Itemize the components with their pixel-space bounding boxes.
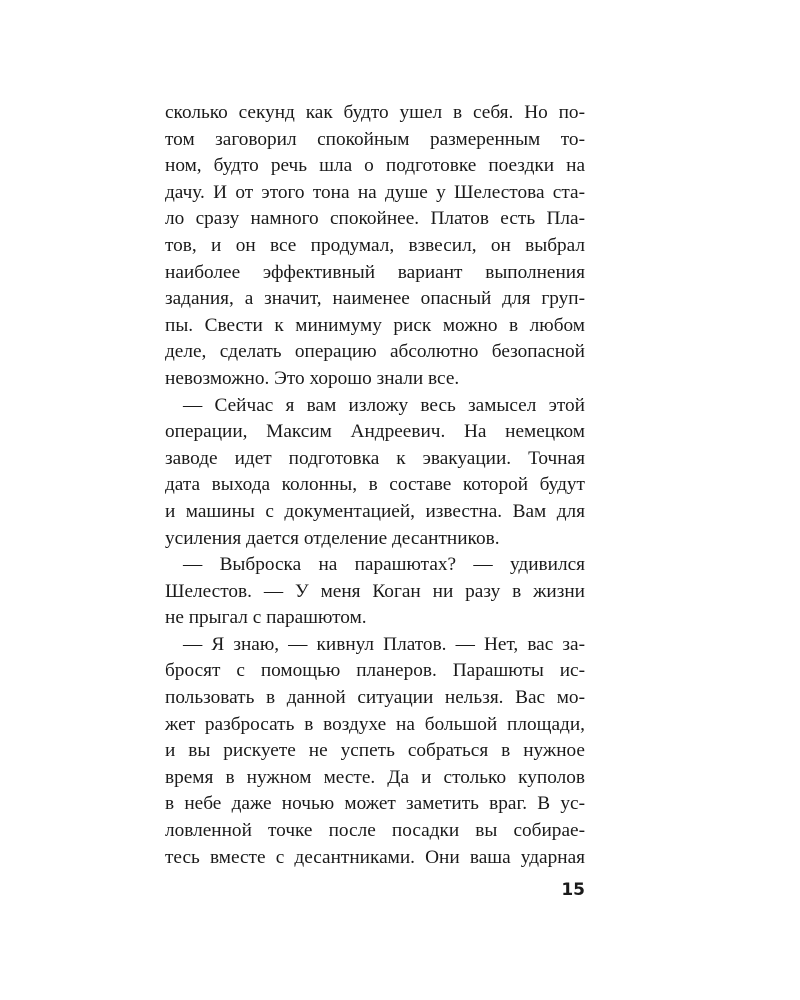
text-line: Шелестов. — У меня Коган ни разу в жизни bbox=[165, 580, 585, 602]
text-line: невозможно. Это хорошо знали все. bbox=[165, 367, 460, 389]
text-line: в небе даже ночью может заметить враг. В ус- bbox=[165, 793, 585, 815]
text-line: дачу. И от этого тона на душе у Шелестова ста- bbox=[165, 181, 585, 203]
text-line: сколько секунд как будто ушел в себя. Но по- bbox=[165, 102, 585, 123]
text-line: бросят с помощью планеров. Парашюты ис- bbox=[165, 660, 585, 682]
text-line: ло сразу намного спокойнее. Платов есть Пла- bbox=[165, 208, 585, 230]
text-line: ном, будто речь шла о подготовке поездки на bbox=[165, 155, 585, 177]
text-line: том заговорил спокойным размеренным то- bbox=[165, 128, 585, 150]
text-line: жет разбросать в воздухе на большой площади, bbox=[165, 713, 585, 735]
text-line: заводе идет подготовка к эвакуации. Точная bbox=[165, 447, 585, 469]
text-line: тов, и он все продумал, взвесил, он выбрал bbox=[165, 234, 585, 256]
text-line: наиболее эффективный вариант выполнения bbox=[165, 261, 585, 283]
page-number: 15 bbox=[561, 880, 585, 900]
text-line: операции, Максим Андреевич. На немецком bbox=[165, 421, 585, 443]
text-line: деле, сделать операцию абсолютно безопасной bbox=[165, 341, 585, 363]
text-line: ловленной точке после посадки вы собирае- bbox=[165, 820, 585, 842]
text-line: — Я знаю, — кивнул Платов. — Нет, вас за- bbox=[183, 633, 585, 655]
body-text bbox=[165, 100, 585, 871]
text-line: дата выхода колонны, в составе которой будут bbox=[165, 474, 585, 496]
text-line: тесь вместе с десантниками. Они ваша ударная bbox=[165, 846, 585, 868]
text-line: время в нужном месте. Да и столько куполов bbox=[165, 766, 585, 788]
text-line: пользовать в данной ситуации нельзя. Вас мо- bbox=[165, 687, 585, 709]
text-line: — Выброска на парашютах? — удивился bbox=[183, 554, 585, 576]
text-line: не прыгал с парашютом. bbox=[165, 607, 367, 629]
text-line: и вы рискуете не успеть собраться в нужное bbox=[165, 740, 585, 762]
text-line: усиления дается отделение десантников. bbox=[165, 527, 500, 549]
text-line: и машины с документацией, известна. Вам для bbox=[165, 500, 585, 522]
text-line: — Сейчас я вам изложу весь замысел этой bbox=[183, 394, 585, 416]
text-line: пы. Свести к минимуму риск можно в любом bbox=[165, 314, 585, 336]
text-line: задания, а значит, наименее опасный для груп- bbox=[165, 288, 585, 310]
